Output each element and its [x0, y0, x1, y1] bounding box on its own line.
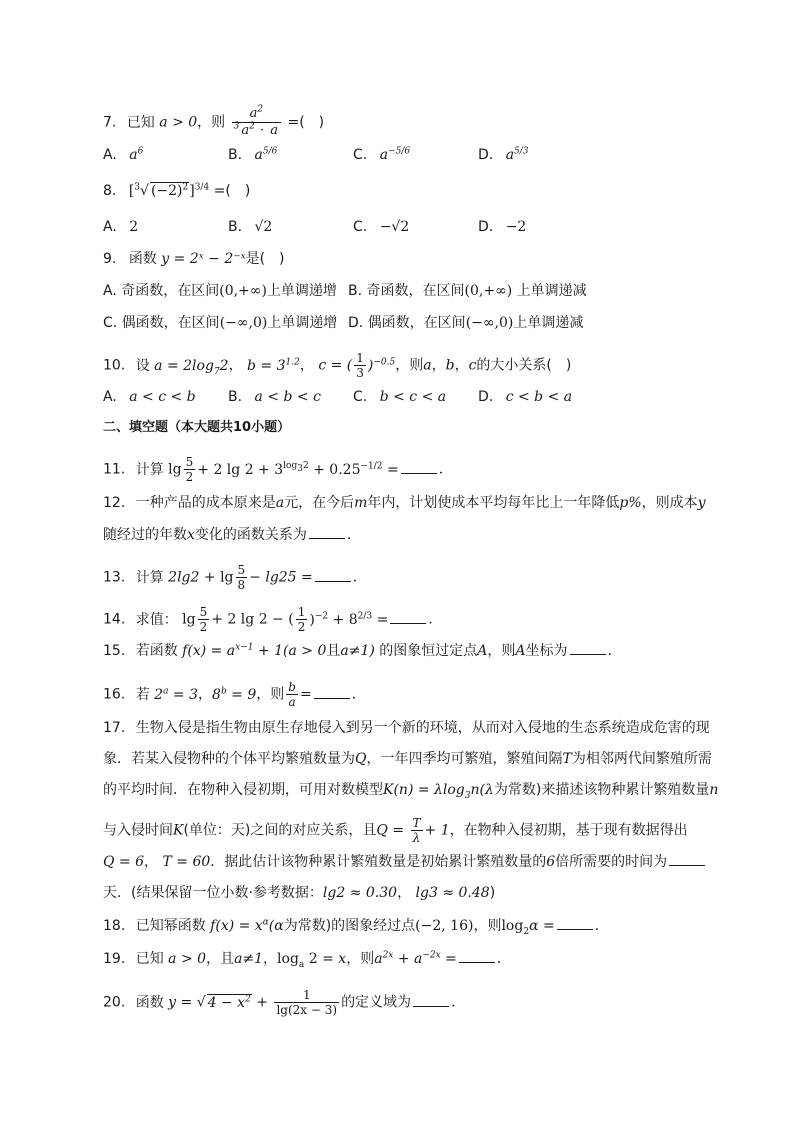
question-16: 16. 若 $2^a = 3$，$8^b = 9$，则 $\frac{b}{a}$ = ． [103, 680, 366, 709]
math-expr: [$^3$√ $(-2)^2]^{3/4}$ [128, 182, 210, 199]
question-number: 11. [103, 461, 126, 478]
option-a[interactable]: A. 2 [103, 219, 139, 235]
answer-blank[interactable] [390, 622, 426, 624]
math-expr: y = 2ˣ − 2⁻ˣ [161, 251, 246, 267]
question-8 [103, 181, 250, 201]
option-a[interactable]: A. a < c < b [103, 389, 196, 405]
option-d[interactable]: D. $a^{5/3}$ [478, 146, 529, 163]
math-fraction: $\frac{a^2}{^3 a^2 \cdot a}$ [232, 106, 281, 139]
question-stem: 已知 [126, 114, 155, 131]
question-10: 10. 设 $a = 2\log_72$， $b = 3^{1.2}$， c = ( $\frac{1}{3}$ )$^{-0.5}$，则a，b，c的大小关系( ) [103, 351, 572, 380]
question-number: 15. [103, 643, 126, 659]
question-17-line-3: 的平均时间．在物种入侵初期，可用对数模型K(n) = λlog$_3$n(λ为常数)来描述该物种累计繁殖数量n [103, 782, 719, 801]
option-c[interactable]: C. b < c < a [353, 389, 447, 405]
answer-blank[interactable] [309, 537, 345, 539]
question-17: 17. 生物入侵是指生物由原生存地侵入到另一个新的环境，从而对入侵地的生态系统造成危害的现 [103, 720, 710, 736]
option-a[interactable]: A. $a^6$ [103, 146, 144, 163]
question-number: 20. [103, 994, 126, 1011]
question-number: 8. [103, 183, 117, 199]
option-b[interactable]: B. $a^{5/6}$ [228, 146, 278, 163]
option-b[interactable]: B. 奇函数，在区间(0,+∞) 上单调递减 [348, 283, 587, 299]
question-number: 12. [103, 495, 126, 511]
question-17-line-6: 天．(结果保留一位小数·参考数据：lg2 ≈ 0.30， lg3 ≈ 0.48) [103, 885, 496, 901]
question-7 [103, 106, 324, 139]
option-d[interactable]: D. −2 [478, 219, 527, 235]
question-20: 20. 函数 y = √ $4 - x^2$ + $\frac{1}{\lg(2x - 3)}$ 的定义域为 ． [103, 988, 466, 1017]
option-a[interactable]: A. 奇函数，在区间(0,+∞)上单调递增 [103, 283, 337, 299]
question-text: =( ) [213, 183, 251, 199]
question-number: 16. [103, 686, 126, 703]
option-c[interactable]: C. 偶函数，在区间(−∞,0)上单调递增 [103, 315, 338, 331]
question-19: 19. 已知 a > 0，且a≠1，$\log_a 2 = x$，则$a^{2x} + a^{-2x}$ = ． [103, 950, 511, 970]
question-17-line-5: Q = 6， T = 60．据此估计该物种累计繁殖数量是初始累计繁殖数量的6倍所需要的时间为 [103, 852, 723, 872]
question-9: 9. 函数 y = 2ˣ − 2⁻ˣ是( ) [103, 251, 285, 267]
question-12-line-2: 随经过的年数x变化的函数关系为 ． [103, 527, 361, 543]
question-14: 14. 求值： lg $\frac{5}{2}$ + 2 lg 2 − ( $\frac{1}{2}$ )$^{-2} + 8^{2/3}$ = ． [103, 605, 443, 634]
question-number: 17. [103, 720, 126, 736]
answer-blank[interactable] [459, 961, 495, 963]
question-18: 18. 已知幂函数 $f(x) = x^\alpha(\alpha$为常数)的图象经过点(−2, 16)，则$\log_2\alpha$ = ． [103, 917, 609, 937]
question-text: =( ) [287, 114, 325, 131]
question-number: 13. [103, 569, 126, 586]
option-c[interactable]: C. $a^{-5/6}$ [353, 146, 411, 163]
question-text: ，则 [197, 114, 226, 131]
question-13: 13. 计算 2lg2 + lg $\frac{5}{8}$ − lg25 = ． [103, 563, 367, 592]
question-number: 19. [103, 951, 126, 967]
answer-blank[interactable] [315, 580, 351, 582]
question-12: 12. 一种产品的成本原来是a元，在今后m年内，计划使成本平均每年比上一年降低p%，则成本y [103, 495, 706, 511]
math-expr: a > 0 [159, 114, 198, 131]
answer-blank[interactable] [314, 697, 350, 699]
answer-blank[interactable] [413, 1005, 449, 1007]
answer-blank[interactable] [570, 653, 606, 655]
question-11: 11. 计算 lg $\frac{5}{2}$ + 2 $\lg 2 + 3^{log_32} + 0.25^{-1/2}$ = ． [103, 455, 453, 484]
answer-blank[interactable] [557, 928, 593, 930]
option-d[interactable]: D. c < b < a [478, 389, 573, 405]
question-number: 10. [103, 357, 126, 374]
question-number: 18. [103, 918, 126, 934]
answer-blank[interactable] [669, 864, 705, 866]
math-expr: $a = 2\log_72$ [154, 357, 229, 377]
question-17-line-2: 象．若某入侵物种的个体平均繁殖数量为Q，一年四季均可繁殖，繁殖间隔T为相邻两代间繁殖所需 [103, 751, 712, 767]
question-number: 9. [103, 251, 117, 267]
option-b[interactable]: B. a < b < c [228, 389, 321, 405]
option-c[interactable]: C. −√2 [353, 219, 410, 235]
question-17-line-4: 与入侵时间K(单位：天)之间的对应关系，且Q = $\frac{T}{\lambda}$ + 1，在物种入侵初期，基于现有数据得出 [103, 816, 688, 845]
question-number: 7. [103, 114, 117, 131]
option-d[interactable]: D. 偶函数，在区间(−∞,0)上单调递减 [348, 315, 584, 331]
question-number: 14. [103, 611, 126, 628]
section-heading: 二、填空题（本大题共10小题） [103, 420, 291, 435]
answer-blank[interactable] [401, 472, 437, 474]
question-15: 15. 若函数 $f(x) = a^{x-1} + 1(a > 0$且a≠1) 的图象恒过定点A，则A坐标为 ． [103, 642, 622, 659]
option-b[interactable]: B. √2 [228, 219, 273, 235]
